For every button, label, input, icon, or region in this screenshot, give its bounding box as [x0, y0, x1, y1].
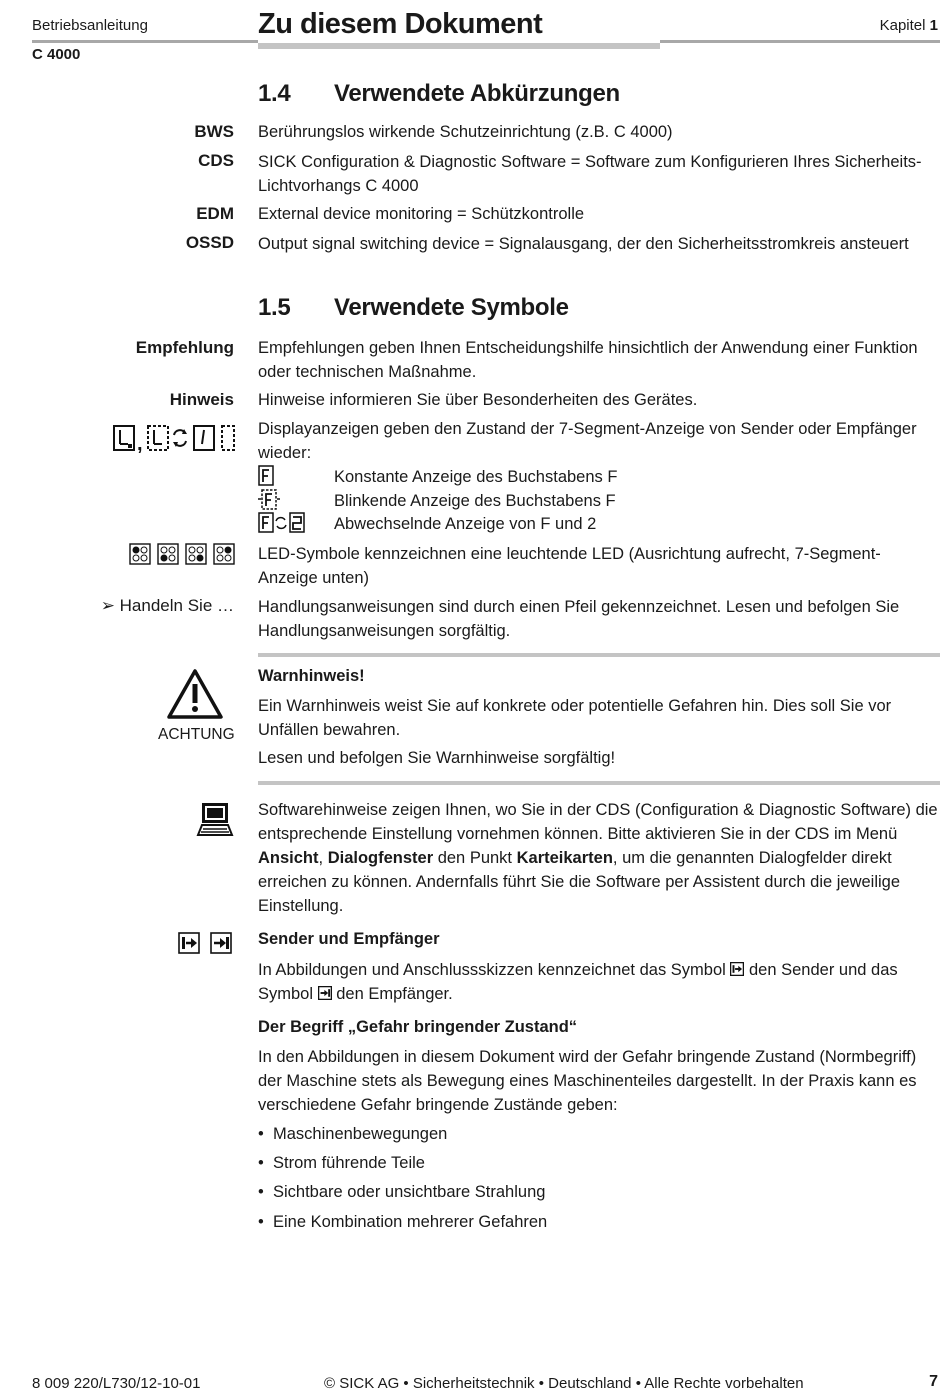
- abbrev-term-cds: CDS: [198, 151, 234, 170]
- abbrev-term-bws: BWS: [194, 122, 234, 141]
- abbrev-text-ossd: Output signal switching device = Signalausgang, der den Sicherheitsstromkreis ansteuert: [258, 235, 909, 253]
- receiver-inline-icon: [318, 986, 332, 1000]
- warning-triangle-icon: [166, 667, 224, 721]
- laptop-icon: [196, 801, 234, 837]
- warning-separator-top: [258, 653, 940, 657]
- led-symbols-icon: [128, 542, 236, 566]
- footer-copyright: © SICK AG • Sicherheitstechnik • Deutschland • Alle Rechte vorbehalten: [324, 1375, 804, 1392]
- list-item: • Maschinenbewegungen: [258, 1125, 448, 1143]
- seven-segment-display-icon: [112, 423, 236, 453]
- section-number: 1.5: [258, 294, 291, 321]
- danger-title: Der Begriff „Gefahr bringender Zustand“: [258, 1018, 578, 1036]
- sender-receiver-icons: [178, 932, 234, 954]
- note-label: Hinweis: [169, 390, 234, 409]
- sender-text-part: den Empfänger.: [336, 985, 453, 1003]
- list-item-text: Maschinenbewegungen: [273, 1125, 448, 1143]
- action-label: [101, 596, 234, 616]
- section-heading-symbols: [258, 294, 569, 322]
- menu-karteikarten: Karteikarten: [516, 849, 613, 867]
- warning-separator-bottom: [258, 781, 940, 785]
- menu-ansicht: Ansicht: [258, 849, 319, 867]
- display-row-text: Abwechselnde Anzeige von F und 2: [334, 515, 597, 533]
- abbrev-text-bws: Berührungslos wirkende Schutzeinrichtung (z.B. C 4000): [258, 123, 673, 141]
- display-symbol-alternating-icon: [258, 512, 306, 541]
- list-item-text: Strom führende Teile: [273, 1154, 425, 1172]
- action-label-text: Handeln Sie …: [119, 596, 234, 615]
- abbrev-text-cds: SICK Configuration & Diagnostic Software = Software zum Konfigurieren Ihres Sicherheits-Lichtvorhangs C 4000: [258, 153, 922, 195]
- menu-dialogfenster: Dialogfenster: [327, 849, 434, 867]
- sender-inline-icon: [730, 962, 744, 976]
- sender-text-part: In Abbildungen und Anschlussskizzen kennzeichnet das Symbol: [258, 961, 726, 979]
- chapter-label: Kapitel: [879, 17, 926, 34]
- warning-icon-label: ACHTUNG: [158, 726, 235, 743]
- led-text: LED-Symbole kennzeichnen eine leuchtende LED (Ausrichtung aufrecht, 7-Segment-Anzeige unten): [258, 545, 881, 587]
- list-item: • Strom führende Teile: [258, 1154, 425, 1172]
- header-doc-type: Betriebsanleitung: [32, 17, 148, 34]
- sender-title: Sender und Empfänger: [258, 930, 440, 948]
- page-number: 7: [929, 1373, 938, 1390]
- warning-text-2: Lesen und befolgen Sie Warnhinweise sorgfältig!: [258, 749, 616, 767]
- svg-text:,: ,: [137, 433, 143, 453]
- note-text: Hinweise informieren Sie über Besonderheiten des Gerätes.: [258, 391, 698, 409]
- display-row-text: Konstante Anzeige des Buchstabens F: [334, 468, 618, 486]
- danger-text: In den Abbildungen in diesem Dokument wird der Gefahr bringende Zustand (Normbegriff) der Maschine stets als Bewegung eines Maschinenteiles dargestellt. In der Praxis kann es verschiedene Gefahr bringende Zustände geben:: [258, 1048, 917, 1114]
- chapter-number: 1: [929, 17, 938, 34]
- software-text-part: ,: [318, 849, 328, 867]
- abbrev-term-ossd: OSSD: [185, 233, 234, 252]
- header-rule-mid: [258, 43, 660, 49]
- sender-text-part: den Sender und das: [749, 961, 898, 979]
- section-number: 1.4: [258, 80, 291, 107]
- arrow-icon: ➢: [100, 596, 120, 615]
- list-item-text: Eine Kombination mehrerer Gefahren: [273, 1213, 548, 1231]
- list-item: • Eine Kombination mehrerer Gefahren: [258, 1213, 548, 1231]
- footer-doc-number: 8 009 220/L730/12-10-01: [32, 1375, 201, 1392]
- display-text: Displayanzeigen geben den Zustand der 7-Segment-Anzeige von Sender oder Empfänger wieder:: [258, 420, 917, 462]
- section-heading-abbreviations: [258, 80, 620, 108]
- abbrev-text-edm: External device monitoring = Schützkontrolle: [258, 205, 585, 223]
- header-rule-left: [32, 40, 258, 43]
- recommendation-text: Empfehlungen geben Ihnen Entscheidungshilfe hinsichtlich der Anwendung einer Funktion oder technischen Maßnahme.: [258, 339, 918, 381]
- software-text-part: Softwarehinweise zeigen Ihnen, wo Sie in der CDS (Configuration & Diagnostic Software) die entsprechende Einstellung vornehmen können. Bitte aktivieren Sie in der CDS im Menü: [258, 801, 938, 843]
- list-item: • Sichtbare oder unsichtbare Strahlung: [258, 1183, 546, 1201]
- warning-title: Warnhinweis!: [258, 667, 365, 685]
- page-title: Zu diesem Dokument: [258, 8, 543, 40]
- section-title: Verwendete Abkürzungen: [334, 80, 620, 107]
- abbrev-term-edm: EDM: [196, 204, 234, 223]
- sender-icon: [179, 933, 199, 953]
- sender-text: [258, 958, 940, 1006]
- section-title: Verwendete Symbole: [334, 294, 569, 321]
- software-text-part: den Punkt: [433, 849, 517, 867]
- software-text: [258, 798, 940, 918]
- recommendation-label: Empfehlung: [135, 338, 234, 357]
- warning-text-1: Ein Warnhinweis weist Sie auf konkrete oder potentielle Gefahren hin. Dies soll Sie vor Unfällen bewahren.: [258, 697, 892, 739]
- action-text: Handlungsanweisungen sind durch einen Pfeil gekennzeichnet. Lesen und befolgen Sie Handlungsanweisungen sorgfältig.: [258, 598, 900, 640]
- sender-text-part: Symbol: [258, 985, 314, 1003]
- display-row-text: Blinkende Anzeige des Buchstabens F: [334, 492, 616, 510]
- list-item-text: Sichtbare oder unsichtbare Strahlung: [273, 1183, 546, 1201]
- header-model: C 4000: [32, 46, 81, 63]
- receiver-icon: [211, 933, 231, 953]
- software-text-part: , um die genannten Dialogfelder direkt erreichen zu können. Andernfalls führt Sie die Software per Assistent durch die jeweilige Einstellung.: [258, 849, 901, 915]
- header-rule-right: [660, 40, 940, 43]
- header-chapter: [880, 17, 938, 34]
